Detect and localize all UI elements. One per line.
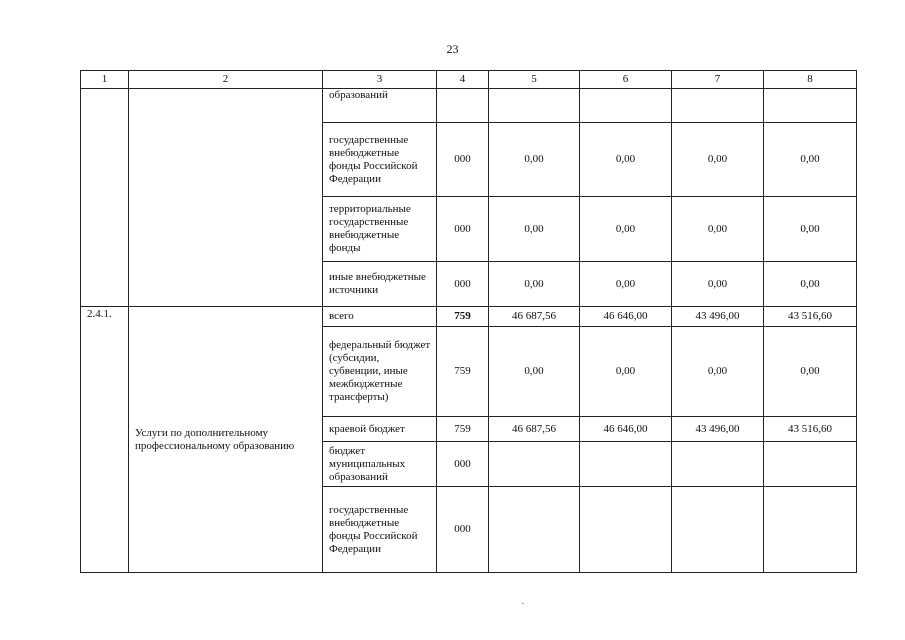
value-cell: 0,00	[672, 262, 764, 307]
value-cell: 0,00	[580, 327, 672, 417]
table-row	[81, 307, 857, 327]
code-value-cell: 000	[437, 487, 489, 573]
header-cell: 5	[489, 71, 580, 89]
code-cell: 2.4.1.	[81, 307, 129, 573]
name-cell	[129, 89, 323, 307]
page-number: 23	[446, 42, 459, 56]
code-cell	[81, 89, 129, 307]
value-cell	[580, 442, 672, 487]
name-cell: Услуги по дополнительному профессиональному образованию	[129, 307, 323, 573]
value-cell: 0,00	[764, 327, 857, 417]
value-cell: 43 516,60	[764, 417, 857, 442]
value-cell	[672, 487, 764, 573]
table-row	[81, 89, 857, 123]
code-value-cell: 000	[437, 123, 489, 197]
source-cell: федеральный бюджет (субсидии, субвенции, иные межбюджетные трансферты)	[323, 327, 437, 417]
header-cell: 7	[672, 71, 764, 89]
value-cell: 0,00	[764, 197, 857, 262]
value-cell	[764, 89, 857, 123]
code-value-cell: 000	[437, 442, 489, 487]
value-cell: 0,00	[672, 327, 764, 417]
value-cell: 43 516,60	[764, 307, 857, 327]
header-row	[81, 71, 857, 89]
header-cell: 1	[81, 71, 129, 89]
value-cell	[580, 89, 672, 123]
source-cell: краевой бюджет	[323, 417, 437, 442]
header-cell: 2	[129, 71, 323, 89]
source-cell: образований	[323, 89, 437, 123]
value-cell: 0,00	[580, 197, 672, 262]
value-cell: 43 496,00	[672, 307, 764, 327]
value-cell: 46 687,56	[489, 307, 580, 327]
source-cell: всего	[323, 307, 437, 327]
code-value-cell: 759	[437, 327, 489, 417]
code-value-cell	[437, 89, 489, 123]
value-cell: 0,00	[764, 262, 857, 307]
value-cell: 46 646,00	[580, 307, 672, 327]
code-value-cell: 759	[437, 307, 489, 327]
value-cell: 43 496,00	[672, 417, 764, 442]
value-cell: 0,00	[764, 123, 857, 197]
code-value-cell: 000	[437, 262, 489, 307]
value-cell	[489, 487, 580, 573]
value-cell: 0,00	[672, 123, 764, 197]
value-cell: 0,00	[489, 123, 580, 197]
budget-table	[80, 70, 857, 573]
source-cell: государственные внебюджетные фонды Российской Федерации	[323, 487, 437, 573]
header-cell: 8	[764, 71, 857, 89]
source-cell: бюджет муниципальных образований	[323, 442, 437, 487]
value-cell	[764, 442, 857, 487]
value-cell: 46 646,00	[580, 417, 672, 442]
value-cell	[489, 89, 580, 123]
value-cell: 0,00	[489, 197, 580, 262]
value-cell	[672, 89, 764, 123]
value-cell: 0,00	[580, 262, 672, 307]
value-cell	[764, 487, 857, 573]
scan-dot	[522, 603, 524, 604]
value-cell: 0,00	[489, 262, 580, 307]
source-cell: иные внебюджетные источники	[323, 262, 437, 307]
value-cell: 0,00	[580, 123, 672, 197]
value-cell	[672, 442, 764, 487]
value-cell	[489, 442, 580, 487]
code-value-cell: 759	[437, 417, 489, 442]
header-cell: 4	[437, 71, 489, 89]
value-cell: 0,00	[672, 197, 764, 262]
value-cell: 0,00	[489, 327, 580, 417]
header-cell: 6	[580, 71, 672, 89]
source-cell: территориальные государственные внебюджетные фонды	[323, 197, 437, 262]
header-cell: 3	[323, 71, 437, 89]
code-value-cell: 000	[437, 197, 489, 262]
value-cell	[580, 487, 672, 573]
source-cell: государственные внебюджетные фонды Российской Федерации	[323, 123, 437, 197]
value-cell: 46 687,56	[489, 417, 580, 442]
